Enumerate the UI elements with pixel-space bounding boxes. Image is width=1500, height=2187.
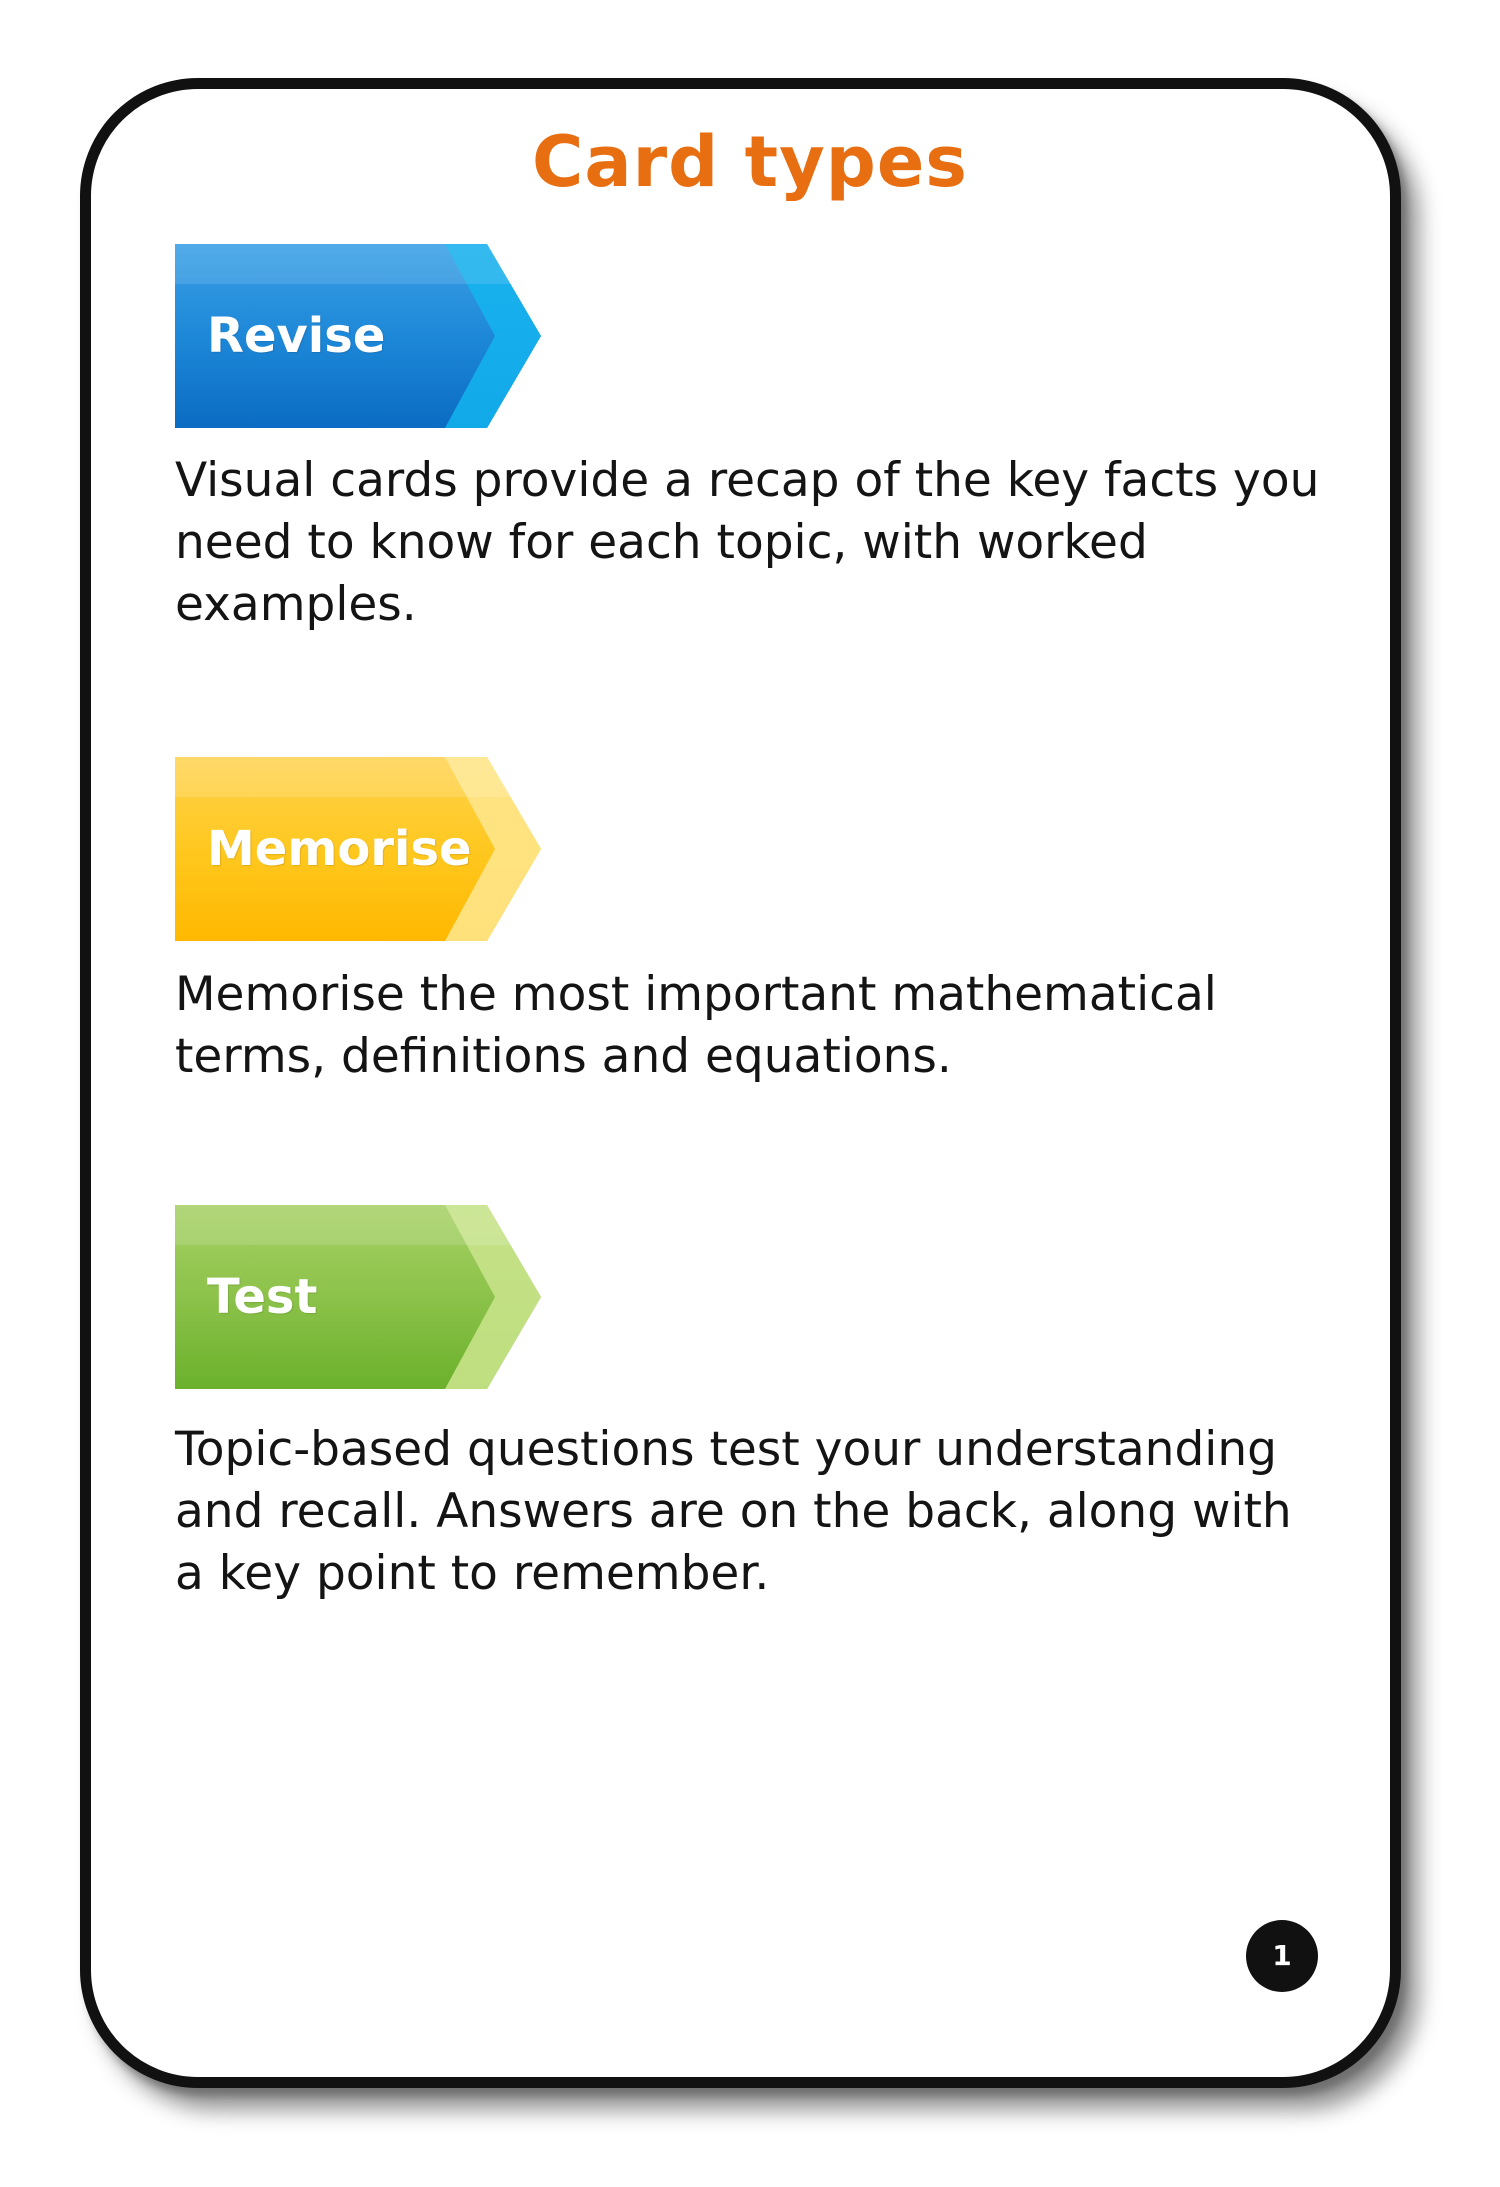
page-title: Card types [532, 121, 968, 203]
revise-label: Revise [207, 308, 386, 364]
page-number-badge: 1 [1246, 1920, 1318, 1992]
test-description: Topic-based questions test your understanding and recall. Answers are on the back, along with a key point to remember. [175, 1422, 1292, 1601]
memorise-banner [175, 757, 541, 941]
test-banner [175, 1205, 541, 1389]
memorise-label: Memorise [207, 821, 472, 877]
memorise-description: Memorise the most important mathematical terms, definitions and equations. [175, 967, 1217, 1084]
revise-description: Visual cards provide a recap of the key facts you need to know for each topic, with worked examples. [175, 453, 1320, 632]
revise-banner [175, 244, 541, 428]
test-label: Test [207, 1269, 318, 1325]
